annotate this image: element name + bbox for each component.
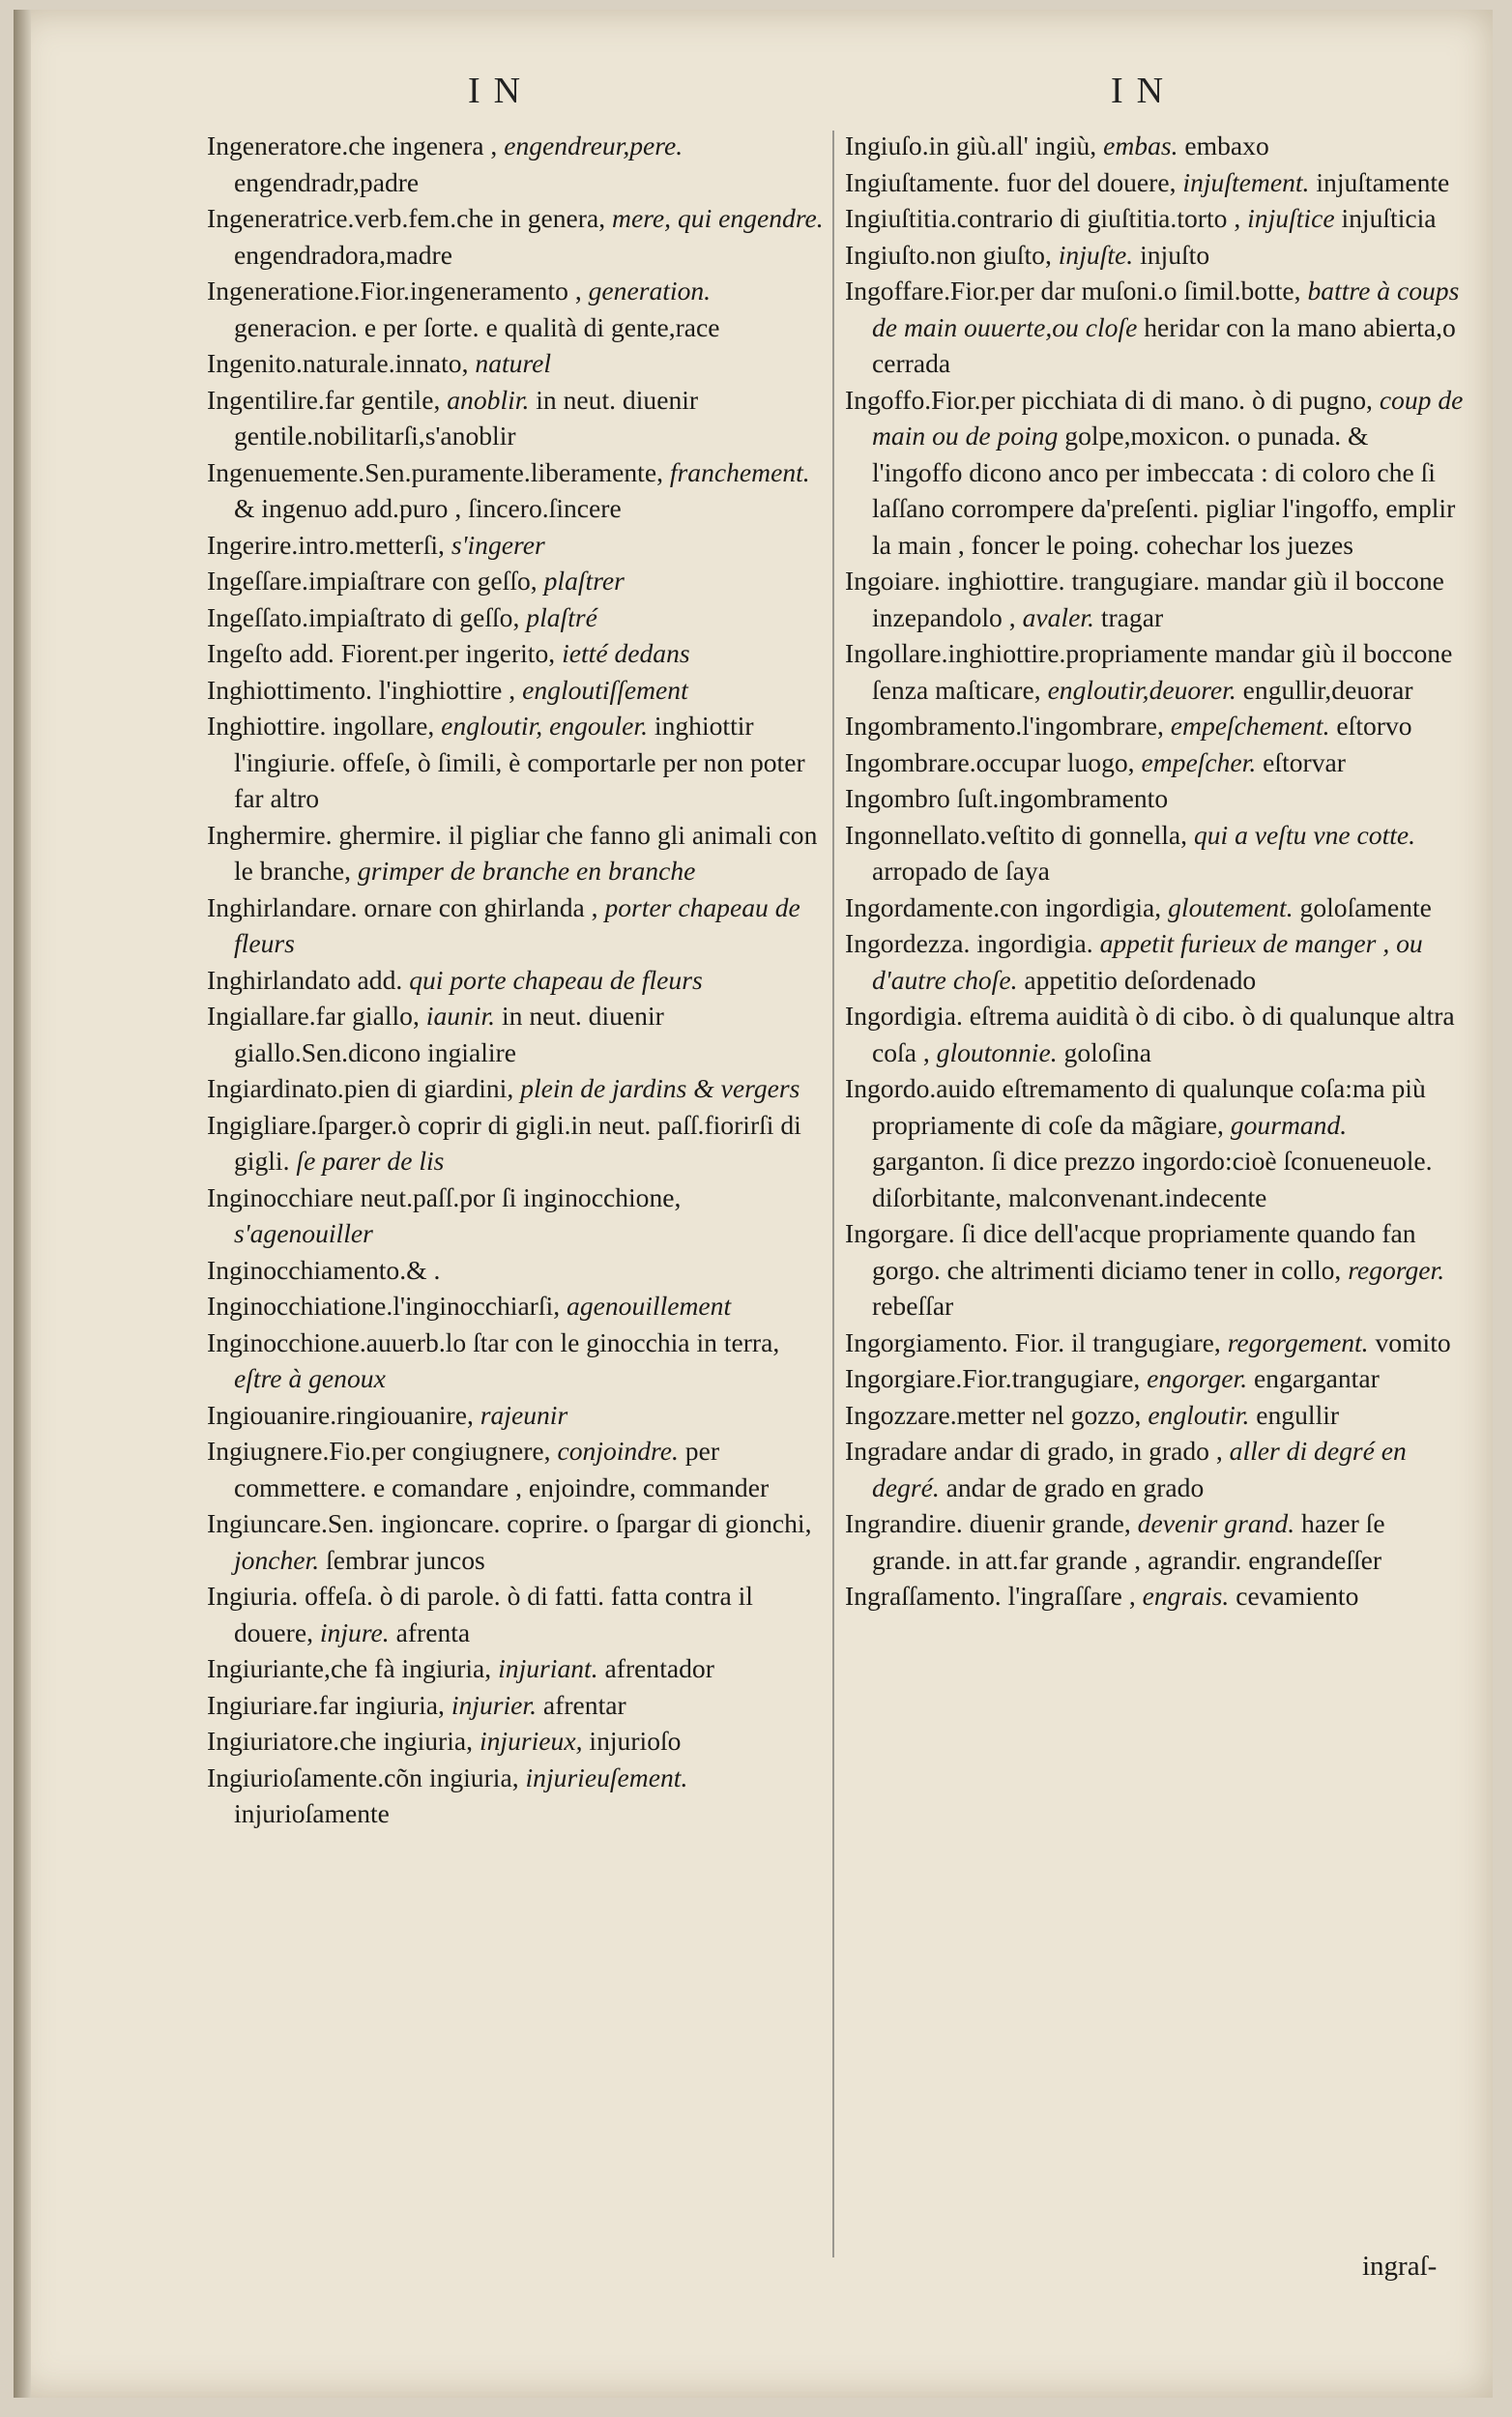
dictionary-entry <box>207 1650 826 1687</box>
entry-french-equivalent: generation. <box>588 276 712 306</box>
entry-spanish-equivalent: goloſamente <box>1299 891 1432 922</box>
entry-french-equivalent: avaler. <box>1022 601 1094 632</box>
entry-definition: Ingorgiamento. Fior. il trangugiare, <box>845 1326 1221 1357</box>
entry-french-equivalent: empeſcher. <box>1141 746 1257 777</box>
entry-definition: Inghiottire. ingollare, <box>207 711 435 741</box>
entry-definition: Ingordezza. ingordigia. <box>845 928 1093 958</box>
entry-definition: Ingiugnere.Fio.per congiugnere, <box>207 1436 551 1466</box>
entry-definition: Ingordigia. eſtrema auidità ò di cibo. ò di qualunque altra coſa , <box>845 1001 1455 1067</box>
entry-spanish-equivalent: injurioſamente <box>234 1798 390 1828</box>
entry-french-equivalent: ietté dedans <box>562 638 690 668</box>
entry-french-equivalent: injuſtice <box>1247 203 1335 233</box>
entry-spanish-equivalent: injuſto <box>1140 239 1210 270</box>
entry-spanish-equivalent: in neut. diuenir gentile.nobilitarſi,s'anoblir <box>234 384 699 451</box>
dictionary-entry <box>207 708 826 817</box>
entry-french-equivalent: s'agenouiller <box>234 1218 373 1248</box>
entry-spanish-equivalent: afrentador <box>604 1653 714 1683</box>
entry-french-equivalent: gloutonnie. <box>936 1036 1058 1067</box>
dictionary-entry <box>207 1070 826 1107</box>
entry-definition: Ingoffare.Fior.per dar muſoni.o ſimil.botte, <box>845 276 1301 306</box>
dictionary-entry <box>845 563 1464 635</box>
entry-french-equivalent: plaſtré <box>526 601 597 632</box>
entry-spanish-equivalent: rebeſſar <box>872 1291 954 1321</box>
entry-definition: Ingiuſo.in giù.all' ingiù, <box>845 131 1097 160</box>
entry-definition: Ingentilire.far gentile, <box>207 384 441 415</box>
entry-french-equivalent: regorgement. <box>1227 1326 1369 1357</box>
catchword: ingraſ- <box>1362 2251 1438 2282</box>
entry-spanish-equivalent: inghiottir l'ingiurie. offeſe, ò ſimili, è comportarle per non poter far altro <box>234 711 805 813</box>
entry-french-equivalent: iaunir. <box>425 1001 496 1031</box>
dictionary-entry <box>207 382 826 454</box>
entry-definition: Ingradare andar di grado, in grado , <box>845 1436 1223 1466</box>
entry-french-equivalent: devenir grand. <box>1137 1508 1295 1538</box>
entry-french-equivalent: gourmand. <box>1230 1109 1348 1140</box>
page-header <box>14 70 1493 128</box>
dictionary-entry <box>845 1215 1464 1325</box>
entry-french-equivalent: plaſtrer <box>543 566 625 596</box>
entry-french-equivalent: injurier. <box>451 1689 538 1720</box>
header-left: IN <box>468 71 535 111</box>
entry-definition: Ingollare.inghiottire.propriamente mandar giù il boccone ſenza maſticare, <box>845 638 1453 705</box>
entry-french-equivalent: engrais. <box>1142 1581 1230 1611</box>
entry-definition: Inginocchione.auuerb.lo ſtar con le ginocchia in terra, <box>207 1326 780 1357</box>
entry-spanish-equivalent: engendradr,padre <box>234 166 420 197</box>
entry-definition: Inghirlandato add. <box>207 964 403 995</box>
entry-definition: Ingozzare.metter nel gozzo, <box>845 1399 1142 1430</box>
entry-definition: Ingonnellato.veſtito di gonnella, <box>845 819 1188 850</box>
entry-french-equivalent: injurieuſement. <box>525 1762 688 1792</box>
right-column <box>845 128 1464 1615</box>
entry-spanish-equivalent: per commettere. e comandare , enjoindre, commander <box>234 1436 770 1502</box>
entry-french-equivalent: injure. <box>319 1616 390 1647</box>
dictionary-entry <box>845 1578 1464 1615</box>
entry-spanish-equivalent: injuſticia <box>1341 203 1437 233</box>
dictionary-entry <box>845 744 1464 781</box>
entry-definition: Ingorgiare.Fior.trangugiare, <box>845 1363 1141 1393</box>
entry-definition: Ingiuſto.non giuſto, <box>845 239 1052 270</box>
entry-french-equivalent: engloutir,deuorer. <box>1047 674 1236 705</box>
dictionary-entry <box>845 1325 1464 1361</box>
left-column <box>207 128 826 1832</box>
entry-definition: Inghirlandare. ornare con ghirlanda , <box>207 891 598 922</box>
entry-definition: Inghiottimento. l'inghiottire , <box>207 674 516 705</box>
entry-spanish-equivalent: & ingenuo add.puro , ſincero.ſincere <box>234 493 622 523</box>
dictionary-entry <box>845 635 1464 708</box>
dictionary-entry <box>207 672 826 709</box>
entry-french-equivalent: rajeunir <box>480 1399 568 1430</box>
dictionary-entry <box>207 1252 826 1289</box>
entry-definition: Ingenuemente.Sen.puramente.liberamente, <box>207 456 663 487</box>
dictionary-entry <box>207 1760 826 1832</box>
entry-spanish-equivalent: injurioſo <box>589 1726 682 1756</box>
dictionary-entry <box>207 1505 826 1578</box>
dictionary-entry <box>845 1505 1464 1578</box>
entry-spanish-equivalent: eſtorvo <box>1336 711 1412 741</box>
dictionary-entry <box>207 128 826 200</box>
entry-french-equivalent: regorger. <box>1348 1254 1445 1285</box>
entry-spanish-equivalent: in neut. diuenir giallo.Sen.dicono ingialire <box>234 1001 664 1067</box>
entry-french-equivalent: aller di degré en degré. <box>872 1436 1407 1502</box>
entry-definition: Ingeſto add. Fiorent.per ingerito, <box>207 638 556 668</box>
dictionary-entry <box>207 1179 826 1252</box>
entry-definition: Ingigliare.ſparger.ò coprir di gigli.in neut. paſſ.fiorirſi di gigli. <box>207 1109 801 1176</box>
dictionary-entry <box>845 1397 1464 1434</box>
entry-spanish-equivalent: golpe,moxicon. o punada. & l'ingoffo dicono anco per imbeccata : di coloro che ſi laſſano corrompere da'preſenti. pigliar l'ingoffo, emplir la main , foncer le poing. cohechar los juezes <box>872 421 1456 560</box>
entry-definition: Inghermire. ghermire. il pigliar che fanno gli animali con le branche, <box>207 819 818 886</box>
entry-french-equivalent: porter chapeau de fleurs <box>234 891 800 958</box>
dictionary-entry <box>845 273 1464 382</box>
entry-definition: Ingombrare.occupar luogo, <box>845 746 1135 777</box>
dictionary-entry <box>207 817 826 889</box>
entry-definition: Ingeſſato.impiaſtrato di geſſo, <box>207 601 520 632</box>
entry-definition: Inginocchiamento.& . <box>207 1254 441 1285</box>
entry-spanish-equivalent: engullir <box>1256 1399 1340 1430</box>
entry-spanish-equivalent: heridar con la mano abierta,o cerrada <box>872 311 1456 378</box>
entry-definition: Ingiouanire.ringiouanire, <box>207 1399 474 1430</box>
dictionary-entry <box>845 1433 1464 1505</box>
dictionary-entry <box>207 1397 826 1434</box>
entry-definition: Ingombro ſuſt.ingombramento <box>845 783 1169 813</box>
entry-definition: Ingoiare. inghiottire. trangugiare. mandar giù il boccone inzepandolo , <box>845 566 1444 632</box>
page-gutter-shadow <box>14 10 31 2398</box>
dictionary-entry <box>845 1360 1464 1397</box>
entry-definition: Ingiallare.far giallo, <box>207 1001 420 1031</box>
entry-french-equivalent: conjoindre. <box>557 1436 679 1466</box>
entry-french-equivalent: s'ingerer <box>451 529 545 560</box>
entry-french-equivalent: eſtre à genoux <box>234 1363 386 1393</box>
entry-definition: Ingiardinato.pien di giardini, <box>207 1073 514 1103</box>
dictionary-entry <box>845 925 1464 998</box>
entry-definition: Ingiuſtitia.contrario di giuſtitia.torto , <box>845 203 1241 233</box>
entry-french-equivalent: battre à coups de main ouuerte,ou cloſe <box>872 276 1460 342</box>
entry-french-equivalent: coup de main ou de poing <box>872 384 1464 451</box>
entry-spanish-equivalent: andar de grado en grado <box>945 1471 1205 1502</box>
dictionary-entry <box>207 635 826 672</box>
dictionary-entry <box>845 237 1464 274</box>
entry-spanish-equivalent: generacion. e per ſorte. e qualità di gente,race <box>234 311 720 342</box>
entry-definition: Ingeneratione.Fior.ingeneramento , <box>207 276 582 306</box>
entry-definition: Ingoffo.Fior.per picchiata di di mano. ò di pugno, <box>845 384 1373 415</box>
entry-french-equivalent: engorger. <box>1147 1363 1248 1393</box>
entry-spanish-equivalent: embaxo <box>1184 131 1269 160</box>
entry-definition: Ingordamente.con ingordigia, <box>845 891 1162 922</box>
entry-definition: Ingombramento.l'ingombrare, <box>845 711 1164 741</box>
entry-french-equivalent: appetit furieux de manger , ou d'autre choſe. <box>872 928 1423 995</box>
entry-spanish-equivalent: eſtorvar <box>1263 746 1346 777</box>
dictionary-entry <box>207 1723 826 1760</box>
entry-french-equivalent: ſe parer de lis <box>296 1146 445 1176</box>
dictionary-entry <box>207 527 826 564</box>
entry-french-equivalent: engloutir. <box>1148 1399 1250 1430</box>
dictionary-entry <box>845 382 1464 564</box>
dictionary-entry <box>207 1687 826 1724</box>
entry-spanish-equivalent: arropado de ſaya <box>872 856 1050 886</box>
dictionary-entry <box>207 563 826 599</box>
column-divider <box>832 131 834 2257</box>
dictionary-entry <box>207 1433 826 1505</box>
entry-french-equivalent: anoblir. <box>447 384 530 415</box>
entry-definition: Ingrandire. diuenir grande, <box>845 1508 1131 1538</box>
entry-spanish-equivalent: goloſina <box>1063 1036 1151 1067</box>
entry-spanish-equivalent: vomito <box>1375 1326 1451 1357</box>
entry-french-equivalent: injuſtement. <box>1182 166 1310 197</box>
entry-definition: Ingiuria. offeſa. ò di parole. ò di fatti. fatta contra il douere, <box>207 1581 753 1647</box>
entry-definition: Ingeſſare.impiaſtrare con geſſo, <box>207 566 538 596</box>
entry-french-equivalent: qui porte chapeau de fleurs <box>409 964 703 995</box>
entry-spanish-equivalent: engendradora,madre <box>234 239 452 270</box>
dictionary-entry <box>207 1288 826 1325</box>
entry-spanish-equivalent: engargantar <box>1254 1363 1380 1393</box>
entry-french-equivalent: injuriant. <box>498 1653 598 1683</box>
dictionary-entry <box>845 780 1464 817</box>
entry-definition: Inginocchiare neut.paſſ.por ſi inginocchione, <box>207 1181 682 1212</box>
entry-french-equivalent: embas. <box>1103 131 1178 160</box>
entry-spanish-equivalent: garganton. ſi dice prezzo ingordo:cioè ſconueneuole. diſorbitante, malconvenant.indecente <box>872 1146 1433 1212</box>
entry-french-equivalent: empeſchement. <box>1170 711 1330 741</box>
entry-spanish-equivalent: ſembrar juncos <box>326 1544 485 1575</box>
dictionary-entry <box>845 164 1464 201</box>
entry-definition: Ingraſſamento. l'ingraſſare , <box>845 1581 1136 1611</box>
entry-definition: Ingiuriatore.che ingiuria, <box>207 1726 474 1756</box>
entry-french-equivalent: gloutement. <box>1168 891 1294 922</box>
dictionary-entry <box>845 998 1464 1070</box>
entry-spanish-equivalent: injuſtamente <box>1316 166 1450 197</box>
entry-definition: Ingenito.naturale.innato, <box>207 348 469 378</box>
entry-french-equivalent: injuſte. <box>1058 239 1134 270</box>
entry-spanish-equivalent: cevamiento <box>1236 1581 1359 1611</box>
entry-french-equivalent: joncher. <box>234 1544 320 1575</box>
dictionary-entry <box>207 200 826 273</box>
entry-definition: Ingiuncare.Sen. ingioncare. coprire. o ſpargar di gionchi, <box>207 1508 812 1538</box>
entry-french-equivalent: plein de jardins & vergers <box>520 1073 800 1103</box>
entry-definition: Inginocchiatione.l'inginocchiarſi, <box>207 1291 561 1321</box>
dictionary-entry <box>207 1578 826 1650</box>
entry-spanish-equivalent: hazer ſe grande. in att.far grande , agrandir. engrandeſſer <box>872 1508 1385 1575</box>
entry-spanish-equivalent: tragar <box>1100 601 1164 632</box>
dictionary-entry <box>207 1107 826 1179</box>
entry-definition: Ingerire.intro.metterſi, <box>207 529 445 560</box>
dictionary-entry <box>207 998 826 1070</box>
dictionary-entry <box>207 345 826 382</box>
dictionary-entry <box>845 708 1464 744</box>
entry-french-equivalent: injurieux, <box>479 1726 583 1756</box>
header-right: IN <box>1111 71 1178 111</box>
dictionary-entry <box>207 599 826 636</box>
entry-definition: Ingiuſtamente. fuor del douere, <box>845 166 1177 197</box>
entry-definition: Ingiurioſamente.cõn ingiuria, <box>207 1762 519 1792</box>
entry-definition: Ingeneratrice.verb.fem.che in genera, <box>207 203 606 233</box>
dictionary-entry <box>207 962 826 999</box>
dictionary-entry <box>845 1070 1464 1215</box>
entry-spanish-equivalent: appetitio deſordenado <box>1024 964 1257 995</box>
entry-french-equivalent: engloutiſſement <box>522 674 688 705</box>
dictionary-entry <box>845 817 1464 889</box>
entry-definition: Ingiuriante,che fà ingiuria, <box>207 1653 492 1683</box>
entry-definition: Ingiuriare.far ingiuria, <box>207 1689 445 1720</box>
dictionary-entry <box>207 889 826 962</box>
entry-spanish-equivalent: afrentar <box>542 1689 626 1720</box>
entry-french-equivalent: grimper de branche en branche <box>357 856 696 886</box>
entry-french-equivalent: agenouillement <box>567 1291 732 1321</box>
entry-french-equivalent: franchement. <box>669 456 810 487</box>
dictionary-entry <box>845 889 1464 926</box>
entry-spanish-equivalent: afrenta <box>395 1616 471 1647</box>
entry-french-equivalent: qui a veſtu vne cotte. <box>1193 819 1416 850</box>
entry-french-equivalent: engendreur,pere. <box>504 131 683 160</box>
dictionary-entry <box>845 128 1464 164</box>
entry-definition: Ingordo.auido eſtremamento di qualunque coſa:ma più propriamente di coſe da mãgiare, <box>845 1073 1426 1140</box>
entry-french-equivalent: engloutir, engouler. <box>441 711 648 741</box>
dictionary-entry <box>207 454 826 527</box>
entry-french-equivalent: mere, qui engendre. <box>612 203 824 233</box>
entry-definition: Ingeneratore.che ingenera , <box>207 131 498 160</box>
dictionary-page <box>14 10 1493 2398</box>
dictionary-entry <box>845 200 1464 237</box>
dictionary-entry <box>207 273 826 345</box>
dictionary-entry <box>207 1325 826 1397</box>
entry-definition: Ingorgare. ſi dice dell'acque propriamente quando fan gorgo. che altrimenti diciamo tener in collo, <box>845 1218 1416 1285</box>
entry-spanish-equivalent: engullir,deuorar <box>1242 674 1413 705</box>
entry-french-equivalent: naturel <box>475 348 552 378</box>
